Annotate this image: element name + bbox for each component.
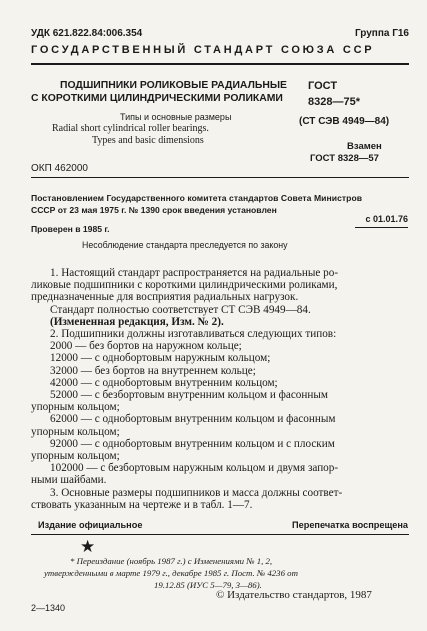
reprint-prohibited: Перепечатка воспрещена [292,520,408,530]
footer-rule [31,534,409,535]
body-line: упорным кольцом; [31,401,120,414]
body-line: (Измененная редакция, Изм. № 2). [50,315,224,328]
title-ru-line1: ПОДШИПНИКИ РОЛИКОВЫЕ РАДИАЛЬНЫЕ [60,80,287,91]
print-code: 2—1340 [31,603,66,613]
body-line: Стандарт полностью соответствует СТ СЭВ 4949—84. [50,303,311,316]
gost-number: 8328—75* [308,96,360,108]
body-line: 102000 — с безбортовым наружным кольцом и двумя запор- [50,462,339,475]
body-line: ными шайбами. [31,474,107,487]
body-line: 32000 — без бортов на внутреннем кольце; [50,364,256,377]
star-icon: ★ [80,537,96,556]
official-edition: Издание официальное [38,520,143,530]
replaces-value: ГОСТ 8328—57 [310,153,379,164]
group-code: Группа Г16 [354,28,409,39]
replaces-label: Взамен [347,141,382,152]
body-line: 62000 — с однобортовым внутренним кольцом и фасонным [50,413,336,426]
copyright-notice: © Издательство стандартов, 1987 [216,589,372,601]
title-en-line2: Types and basic dimensions [92,135,204,146]
legal-warning: Несоблюдение стандарта преследуется по закону [82,240,288,250]
body-line: ликовые подшипники с короткими цилиндрическими роликами, [31,279,338,292]
body-line: 52000 — с безбортовым внутренним кольцом и фасонным [50,389,328,402]
reprint-note-line3: 19.12.85 (ИУС 5—79, 3—86). [154,580,262,590]
standard-header-title: ГОСУДАРСТВЕННЫЙ СТАНДАРТ СОЮЗА ССР [31,44,375,56]
reprint-note-line1: * Переиздание (ноябрь 1987 г.) с Изменениями № 1, 2, [70,556,273,566]
body-line: 2000 — без бортов на наружном кольце; [50,340,242,353]
resolution-line2: СССР от 23 мая 1975 г. № 1390 срок введения установлен [31,205,277,215]
body-line: 92000 — с однобортовым внутренним кольцом и с плоским [50,437,335,450]
body-line: 1. Настоящий стандарт распространяется на радиальные ро- [50,267,339,279]
okp-code: ОКП 462000 [31,163,88,174]
udk-code: УДК 621.822.84:006.354 [31,28,143,39]
body-text [31,267,409,511]
body-line: упорным кольцом; [31,425,120,438]
reprint-note-line2: утвержденными в марте 1979 г., декабре 1985 г. Пост. № 4236 от [44,568,298,578]
st-sev-reference: (СТ СЭВ 4949—84) [299,116,390,127]
title-ru-line2: С КОРОТКИМИ ЦИЛИНДРИЧЕСКИМИ РОЛИКАМИ [31,93,283,104]
resolution-line1: Постановлением Государственного комитета стандартов Совета Министров [31,193,363,203]
header-rule [31,63,409,65]
gost-label: ГОСТ [308,80,338,92]
body-line: 3. Основные размеры подшипников и масса должны соответ- [50,486,343,499]
date-underline [355,227,408,228]
body-line: 2. Подшипники должны изготавливаться следующих типов: [50,328,337,341]
introduction-date: с 01.01.76 [365,214,408,224]
title-rule [31,177,409,178]
checked-year: Проверен в 1985 г. [31,224,110,234]
body-line: 42000 — с однобортовым внутренним кольцом; [50,376,278,389]
title-en-line1: Radial short cylindrical roller bearings. [52,123,209,134]
body-line: ствовать указанным на чертеже и в табл. 1—7. [31,498,253,511]
body-line: 12000 — с однобортовым наружным кольцом; [50,352,271,365]
title-ru-subtitle: Типы и основные размеры [120,112,232,122]
body-line: предназначенные для восприятия радиальных нагрузок. [31,291,299,304]
body-line: упорным кольцом; [31,450,120,463]
